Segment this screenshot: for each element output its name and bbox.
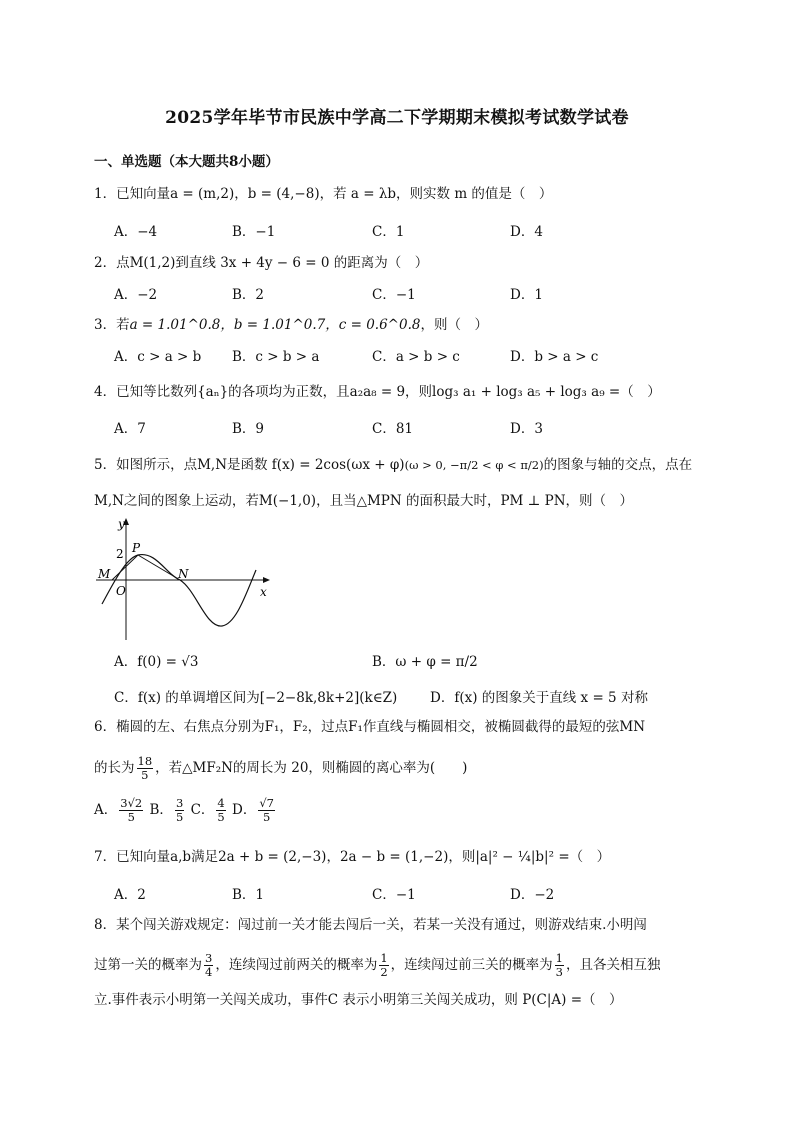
question-8-line2 [94, 952, 660, 979]
q5-option-c: C．f(x) 的单调增区间为[−2−8k,8k+2](k∈Z) [114, 690, 398, 706]
question-6-stem-line2 [94, 755, 467, 782]
section-heading: 一、单选题（本大题共8小题） [94, 154, 279, 170]
q8-text-d: ，且各关相互独 [565, 957, 661, 973]
q4-option-a: A．7 [114, 421, 146, 437]
question-4-stem: 4．已知等比数列{aₙ}的各项均为正数，且a₂a₈ = 9，则log₃ a₁ + log₃ a₅ + log₃ a₉ =（ ） [94, 384, 661, 400]
q5-option-d: D．f(x) 的图象关于直线 x = 5 对称 [430, 690, 648, 706]
q8-fraction-3-4: $\frac{3}{4}$ [205, 951, 213, 979]
q6-option-a-label: A． [94, 802, 118, 818]
q6-option-b-label: B． [149, 802, 173, 818]
label-y: y [118, 517, 125, 531]
question-3-stem [94, 315, 488, 335]
q6-option-a: $\frac{3√2}{5}$ [120, 796, 143, 824]
q6-option-d: $\frac{√7}{5}$ [259, 796, 275, 824]
q1-option-b: B．−1 [232, 224, 276, 240]
label-x: x [260, 585, 267, 599]
x-axis-arrow [263, 577, 270, 583]
q3-option-b: B．c > b > a [232, 349, 320, 365]
q2-option-d: D．1 [510, 287, 543, 303]
q4-option-d: D．3 [510, 421, 543, 437]
question-5-stem-line2: M,N之间的图象上运动，若M(−1,0)，且当△MPN 的面积最大时，PM ⊥ PN，则（ ） [94, 493, 634, 509]
label-p: P [132, 541, 141, 555]
q5-function-graph [96, 516, 276, 640]
label-m: M [98, 567, 111, 581]
q3-option-d: D．b > a > c [510, 349, 599, 365]
q1-option-c: C．1 [372, 224, 405, 240]
question-5-stem-line1 [94, 455, 692, 475]
q2-option-b: B．2 [232, 287, 265, 303]
q5-stem-pre: 5．如图所示，点M,N是函数 f(x) = 2cos(ωx + φ) [94, 457, 405, 473]
q6-option-c-label: C． [190, 802, 215, 818]
q4-option-b: B．9 [232, 421, 265, 437]
q2-option-a: A．−2 [114, 287, 158, 303]
q8-text-a: 过第一关的概率为 [94, 957, 202, 973]
q5-option-b: B．ω + φ = π/2 [372, 654, 478, 670]
page-title: 2025学年毕节市民族中学高二下学期期末模拟考试数学试卷 [165, 108, 629, 128]
q1-option-d: D．4 [510, 224, 543, 240]
q6-stem-post: ，若△MF₂N的周长为 20，则椭圆的离心率为( ) [155, 760, 468, 776]
q3-stem-pre: 3．若 [94, 317, 130, 333]
question-8-line1: 8．某个闯关游戏规定：闯过前一关才能去闯后一关，若某一关没有通过，则游戏结束.小明闯 [94, 917, 647, 933]
q3-stem-values: a = 1.01^0.8，b = 1.01^0.7，c = 0.6^0.8 [129, 317, 421, 333]
q6-option-c: $\frac{4}{5}$ [217, 796, 225, 824]
label-o: O [116, 584, 126, 598]
question-8-line3: 立.事件表示小明第一关闯关成功，事件C 表示小明第三关闯关成功，则 P(C|A) =（ ） [94, 992, 623, 1008]
q5-stem-post: 的图象与轴的交点，点在 [543, 457, 693, 473]
q3-stem-post: ，则（ ） [420, 317, 488, 333]
q5-option-a: A．f(0) = √3 [114, 654, 199, 670]
question-7-stem: 7．已知向量a,b满足2a + b = (2,−3)，2a − b = (1,−2)，则|a|² − ¼|b|² =（ ） [94, 849, 611, 865]
q4-option-c: C．81 [372, 421, 414, 437]
q7-option-c: C．−1 [372, 887, 416, 903]
q6-option-d-label: D． [232, 802, 257, 818]
q3-option-a: A．c > a > b [114, 349, 202, 365]
q5-condition: (ω > 0, −π/2 < φ < π/2) [404, 458, 544, 472]
q2-option-c: C．−1 [372, 287, 416, 303]
q6-stem-pre: 的长为 [94, 760, 135, 776]
question-2-stem: 2．点M(1,2)到直线 3x + 4y − 6 = 0 的距离为（ ） [94, 255, 429, 271]
question-6-stem-line1: 6．椭圆的左、右焦点分别为F₁，F₂，过点F₁作直线与椭圆相交，被椭圆截得的最短的弦MN [94, 719, 646, 735]
q1-option-a: A．−4 [114, 224, 158, 240]
q7-option-d: D．−2 [510, 887, 555, 903]
label-two: 2 [116, 547, 124, 561]
segment-pn [138, 555, 180, 580]
q7-option-b: B．1 [232, 887, 265, 903]
q3-option-c: C．a > b > c [372, 349, 460, 365]
q8-text-c: ，连续闯过前三关的概率为 [390, 957, 553, 973]
q8-fraction-1-3: $\frac{1}{3}$ [555, 951, 563, 979]
q6-option-b: $\frac{3}{5}$ [175, 796, 184, 824]
q6-fraction-18-5: $\frac{18}{5}$ [137, 754, 153, 782]
question-1-stem: 1．已知向量a = (m,2)，b = (4,−8)，若 a = λb，则实数 m 的值是（ ） [94, 186, 553, 202]
label-n: N [178, 567, 189, 581]
q7-option-a: A．2 [114, 887, 146, 903]
question-6-options [94, 797, 277, 824]
q8-text-b: ，连续闯过前两关的概率为 [215, 957, 378, 973]
q8-fraction-1-2: $\frac{1}{2}$ [380, 951, 388, 979]
